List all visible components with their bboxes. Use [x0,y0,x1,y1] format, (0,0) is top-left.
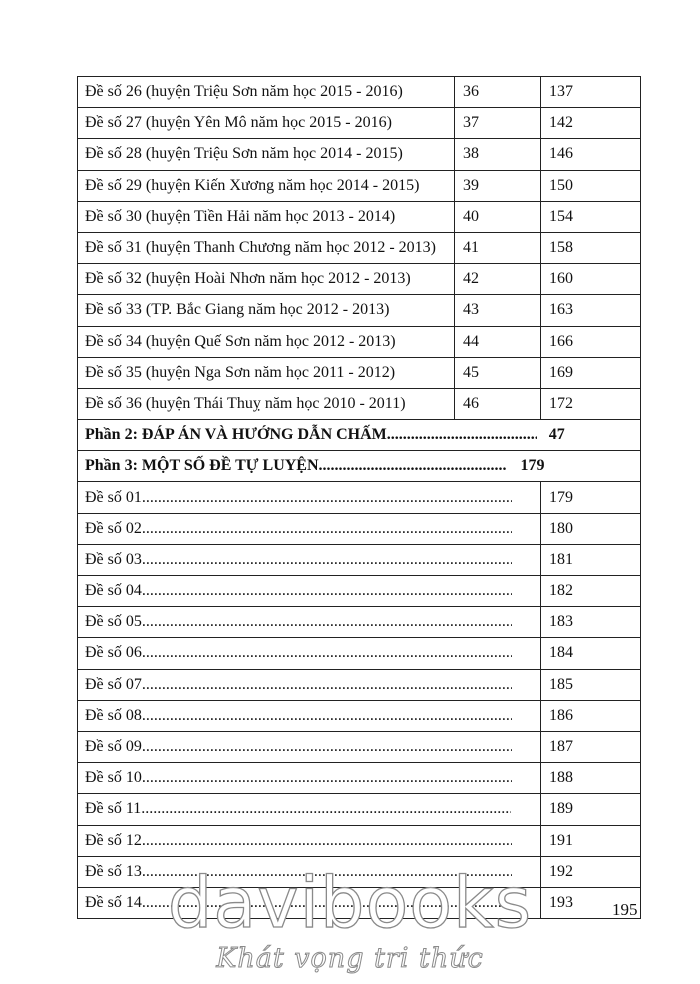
practice-row[interactable] [78,638,641,669]
leader-dots [142,832,512,850]
exam-page: 36 [455,77,541,108]
part-2-label: Phần 2: ĐÁP ÁN VÀ HƯỚNG DẪN CHẤM [85,426,387,444]
practice-row[interactable] [78,607,641,638]
practice-page: 192 [541,856,641,887]
practice-title: Đề số 02 [85,519,142,537]
part-3-label: Phần 3: MỘT SỐ ĐỀ TỰ LUYỆN [85,457,319,475]
practice-row[interactable] [78,669,641,700]
practice-page: 185 [541,669,641,700]
practice-page: 179 [541,482,641,513]
answer-page: 146 [541,139,641,170]
practice-page: 191 [541,825,641,856]
answer-page: 154 [541,201,641,232]
leader-dots [141,800,511,818]
watermark-brand-logo: davibooks [167,862,533,944]
exam-title: Đề số 29 (huyện Kiến Xương năm học 2014 - 2015) [78,170,455,201]
practice-title-cell [78,513,541,544]
practice-page: 187 [541,731,641,762]
exam-page: 42 [455,264,541,295]
answer-page: 169 [541,357,641,388]
practice-page: 186 [541,700,641,731]
toc-row[interactable] [78,108,641,139]
practice-title: Đề số 09 [85,738,142,756]
practice-title-cell [78,638,541,669]
practice-title: Đề số 14 [85,893,142,911]
answer-page: 150 [541,170,641,201]
exam-title: Đề số 27 (huyện Yên Mô năm học 2015 - 2016) [78,108,455,139]
exam-page: 39 [455,170,541,201]
exam-title: Đề số 35 (huyện Nga Sơn năm học 2011 - 2012) [78,357,455,388]
exam-page: 43 [455,295,541,326]
answer-page: 137 [541,77,641,108]
toc-row[interactable] [78,326,641,357]
practice-title: Đề số 08 [85,706,142,724]
practice-row[interactable] [78,513,641,544]
practice-row[interactable] [78,576,641,607]
toc-row[interactable] [78,170,641,201]
practice-page: 182 [541,576,641,607]
practice-title-cell [78,700,541,731]
toc-row[interactable] [78,77,641,108]
leader-dots [142,520,512,538]
practice-title-cell [78,482,541,513]
practice-title: Đề số 11 [85,800,142,818]
exam-title: Đề số 31 (huyện Thanh Chương năm học 2012 - 2013) [78,232,455,263]
part-2-page: 47 [548,426,565,444]
practice-title-cell [78,763,541,794]
practice-row[interactable] [78,482,641,513]
part-3-page: 179 [520,457,545,475]
practice-row[interactable] [78,794,641,825]
leader-dots [319,457,507,475]
practice-title-cell [78,825,541,856]
leader-dots [142,551,512,569]
practice-title: Đề số 05 [85,613,142,631]
practice-row[interactable] [78,731,641,762]
exam-title: Đề số 28 (huyện Triệu Sơn năm học 2014 - 2015) [78,139,455,170]
leader-dots [387,426,537,444]
exam-title: Đề số 32 (huyện Hoài Nhơn năm học 2012 - 2013) [78,264,455,295]
practice-title-cell [78,669,541,700]
practice-title: Đề số 06 [85,644,142,662]
leader-dots [142,644,512,662]
exam-title: Đề số 36 (huyện Thái Thuỵ năm học 2010 - 2011) [78,388,455,419]
leader-dots [142,489,512,507]
practice-title: Đề số 13 [85,862,142,880]
practice-title-cell [78,607,541,638]
answer-page: 142 [541,108,641,139]
answer-page: 160 [541,264,641,295]
toc-row[interactable] [78,264,641,295]
table-of-contents [77,76,641,919]
practice-title-cell [78,731,541,762]
practice-title: Đề số 10 [85,769,142,787]
toc-row[interactable] [78,357,641,388]
practice-title: Đề số 12 [85,831,142,849]
answer-page: 172 [541,388,641,419]
practice-title-cell [78,794,541,825]
watermark-tagline-logo: Khát vọng tri thức [216,943,484,974]
leader-dots [142,613,512,631]
practice-row[interactable] [78,700,641,731]
toc-row[interactable] [78,295,641,326]
practice-title: Đề số 07 [85,675,142,693]
practice-page: 181 [541,544,641,575]
exam-title: Đề số 26 (huyện Triệu Sơn năm học 2015 - 2016) [78,77,455,108]
exam-page: 37 [455,108,541,139]
practice-row[interactable] [78,825,641,856]
leader-dots [142,738,512,756]
practice-title: Đề số 04 [85,582,142,600]
exam-page: 40 [455,201,541,232]
exam-title: Đề số 30 (huyện Tiền Hải năm học 2013 - 2014) [78,201,455,232]
toc-row[interactable] [78,139,641,170]
toc-row[interactable] [78,232,641,263]
leader-dots [142,582,512,600]
answer-page: 166 [541,326,641,357]
leader-dots [142,769,512,787]
toc-row[interactable] [78,201,641,232]
practice-title-cell [78,576,541,607]
practice-row[interactable] [78,544,641,575]
practice-title-cell [78,544,541,575]
leader-dots [142,676,512,694]
practice-title: Đề số 01 [85,488,142,506]
answer-page: 163 [541,295,641,326]
toc-body [78,77,641,919]
practice-page: 193 [541,887,641,918]
exam-title: Đề số 33 (TP. Bắc Giang năm học 2012 - 2013) [78,295,455,326]
leader-dots [142,707,512,725]
exam-page: 38 [455,139,541,170]
exam-title: Đề số 34 (huyện Quế Sơn năm học 2012 - 2013) [78,326,455,357]
practice-page: 189 [541,794,641,825]
part-2-row[interactable] [78,420,641,451]
exam-page: 45 [455,357,541,388]
practice-title: Đề số 03 [85,550,142,568]
practice-page: 184 [541,638,641,669]
practice-page: 183 [541,607,641,638]
practice-page: 180 [541,513,641,544]
page-number: 195 [612,900,638,919]
exam-page: 41 [455,232,541,263]
exam-page: 44 [455,326,541,357]
exam-page: 46 [455,388,541,419]
practice-page: 188 [541,763,641,794]
part-3-row[interactable] [78,451,641,482]
answer-page: 158 [541,232,641,263]
toc-row[interactable] [78,388,641,419]
practice-row[interactable] [78,763,641,794]
